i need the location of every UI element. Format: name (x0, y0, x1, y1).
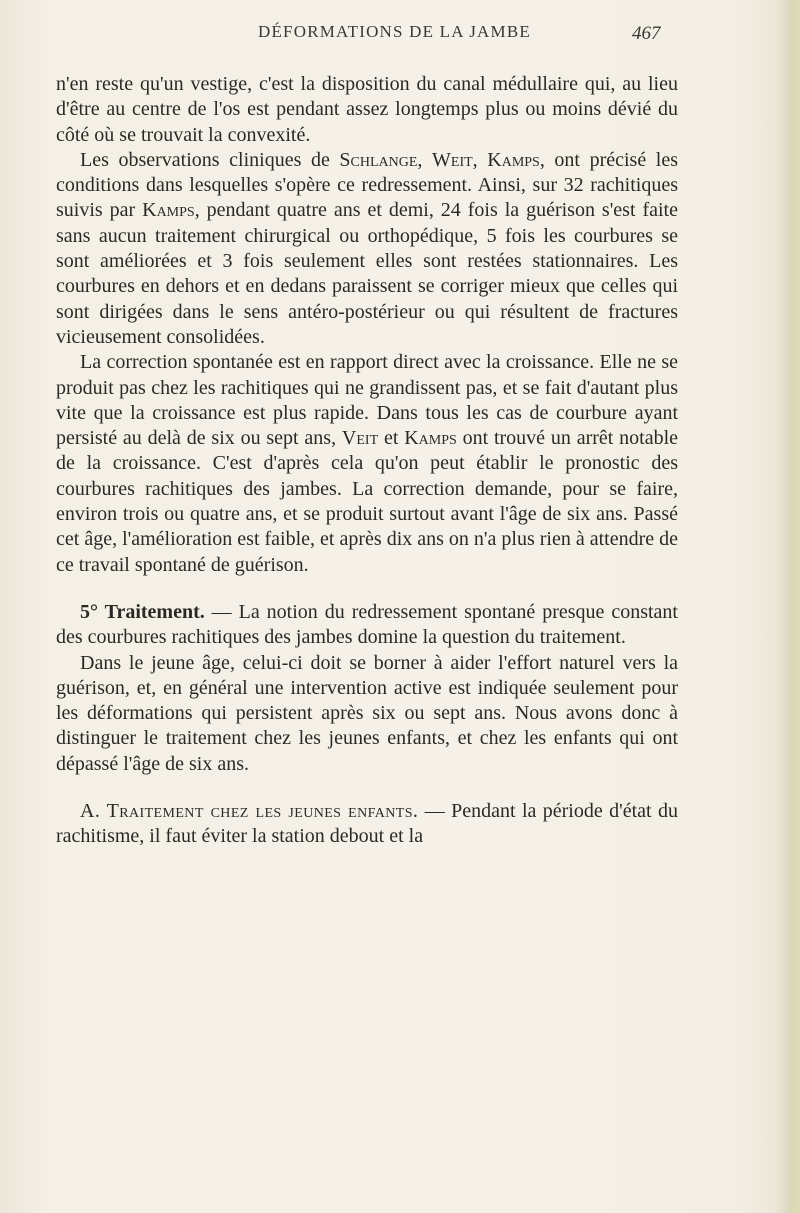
header-title: DÉFORMATIONS DE LA JAMBE (258, 22, 531, 41)
paragraph-text: La correction spontanée est en rapport direct avec la croissance. Elle ne se produit pas chez les rachitiques qui ne grandissent pas, et se fait d'autant plus vite que la croissance est plus rapide. Dans tous les cas de courbure ayant persisté au delà de six ou sept ans, (56, 351, 678, 450)
section-heading: 5° Traitement. (80, 600, 205, 623)
paragraph-text: — La notion du redressement spontané presque constant des courbures rachitiques des jambes domine la question du traitement. (56, 600, 678, 649)
paragraph-text: ont trouvé un arrêt notable de la croissance. C'est d'après cela qu'on peut établir le pronostic des courbures rachitiques des jambes. La correction demande, pour se faire, environ trois ou quatre ans, et se produit surtout avant l'âge de six ans. Passé cet âge, l'amélioration est faible, et après dix ans on n'a plus rien à attendre de ce travail spontané de guérison. (56, 427, 679, 576)
paragraph-text: n'en reste qu'un vestige, c'est la disposition du canal médullaire qui, au lieu d'être au centre de l'os est pendant assez longtemps plus ou moins dévié du côté où se trouvait la convexité. (56, 73, 678, 146)
separator: , (417, 148, 433, 171)
paragraph-5 (56, 651, 678, 777)
author-name: Kamps (404, 427, 457, 450)
author-name: Schlange (339, 148, 418, 171)
paragraph-text: Dans le jeune âge, celui-ci doit se borner à aider l'effort naturel vers la guérison, et, en général une intervention active est indiquée seulement pour les déformations qui persistent après six ou sept ans. Nous avons donc à distinguer le traitement chez les jeunes enfants, et chez les enfants qui ont dépassé l'âge de six ans. (56, 651, 678, 775)
author-name: Kamps (142, 199, 195, 222)
author-name: Veit (341, 427, 379, 450)
paragraph-1 (56, 72, 678, 148)
paragraph-text: — Pendant la période d'état du rachitisme, il faut éviter la station debout et la (56, 800, 679, 848)
paragraph-3 (56, 350, 678, 578)
subsection-heading: A. Traitement chez les jeunes enfants. (80, 800, 419, 823)
author-name: Weit (432, 148, 473, 171)
paragraph-2 (56, 148, 678, 350)
section-treatment (56, 600, 678, 651)
page-number: 467 (632, 23, 661, 44)
subsection-young-children (56, 799, 678, 850)
author-name: Kamps (487, 148, 540, 171)
paragraph-text: , pendant quatre ans et demi, 24 fois la guérison s'est faite sans aucun traitement chirurgical ou orthopédique, 5 fois les courbures se sont améliorées et 3 fois seulement elles sont restées stationnaires. Les courbures en dehors et en dedans paraissent se corriger mieux que celles qui sont dirigées dans le sens antéro-postérieur ou qui résultent de fractures vicieusement consolidées. (56, 199, 678, 348)
separator: , (472, 148, 488, 171)
page-edge-shadow (774, 0, 800, 1213)
running-header (0, 22, 800, 52)
body-text (56, 72, 678, 850)
paragraph-text: , ont précisé les conditions dans lesquelles s'opère ce redressement. Ainsi, sur 32 rachitiques suivis par (56, 148, 679, 222)
separator: et (378, 427, 405, 450)
paragraph-text: Les observations cliniques de (80, 148, 340, 171)
